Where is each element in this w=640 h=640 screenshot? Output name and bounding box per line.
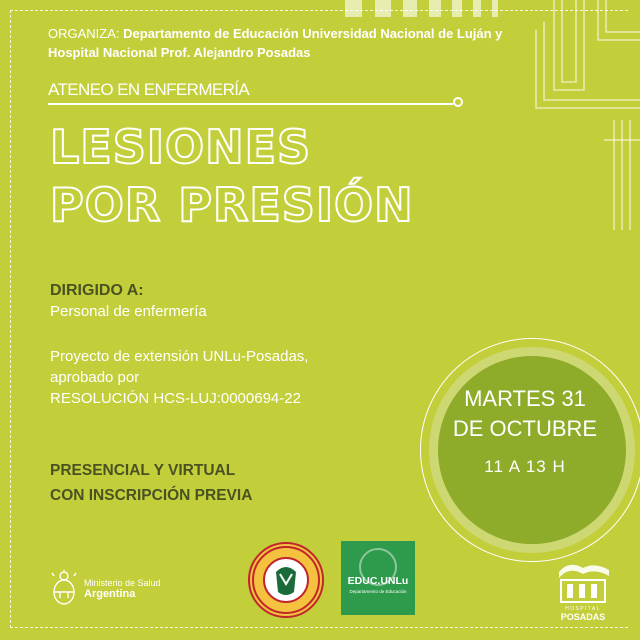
deco-bar — [429, 0, 441, 17]
hospital-building-icon — [555, 562, 611, 604]
deco-bar — [492, 0, 498, 17]
argentina-shield-icon — [50, 570, 78, 606]
project-line-2: aprobado por — [50, 369, 140, 386]
series-dot — [453, 97, 463, 107]
deco-bar — [345, 0, 362, 17]
educ-unlu-logo — [341, 541, 415, 615]
modality-line-1: PRESENCIAL Y VIRTUAL — [50, 462, 236, 479]
hospital-posadas-logo — [555, 562, 611, 622]
audience-heading: DIRIGIDO A: — [50, 282, 144, 299]
project-line-1: Proyecto de extensión UNLu-Posadas, — [50, 348, 309, 365]
audience-value: Personal de enfermería — [50, 303, 207, 320]
date-circle — [438, 356, 626, 544]
posadas-line-1: HOSPITAL — [565, 606, 601, 612]
event-title — [50, 118, 490, 234]
event-time: 11 A 13 H — [484, 457, 566, 476]
organizer-names: Departamento de Educación Universidad Nacional de Luján y Hospital Nacional Prof. Alejandro Posadas — [48, 26, 503, 60]
organizer-text — [48, 24, 518, 62]
unlu-seal-logo — [248, 542, 324, 618]
project-line-3: RESOLUCIÓN HCS-LUJ:0000694-22 — [50, 390, 301, 407]
ministerio-line-2: Argentina — [84, 588, 136, 600]
decorative-line-pattern — [514, 0, 640, 230]
deco-bar — [403, 0, 417, 17]
modality-info — [50, 458, 252, 508]
organizer-label: ORGANIZA: — [48, 26, 120, 41]
project-info — [50, 346, 380, 409]
ministerio-line-1: Ministerio de Salud — [84, 578, 161, 588]
deco-bar — [452, 0, 462, 17]
deco-bar — [473, 0, 481, 17]
unlu-seal-graphic — [250, 544, 322, 616]
modality-line-2: CON INSCRIPCIÓN PREVIA — [50, 487, 253, 504]
title-line-1: LESIONES — [50, 120, 312, 174]
event-series: ATENEO EN ENFERMERÍA — [48, 80, 250, 99]
date-month: DE OCTUBRE — [452, 416, 598, 441]
educ-subtitle: Departamento de Educación — [349, 589, 407, 594]
educ-name: EDUC.UNLu — [347, 575, 409, 587]
title-line-2: POR PRESIÓN — [50, 178, 414, 232]
series-underline — [48, 103, 453, 105]
deco-bar — [375, 0, 391, 17]
ministerio-salud-logo — [50, 570, 161, 611]
posadas-line-2: POSADAS — [560, 612, 606, 622]
date-weekday: MARTES 31 — [464, 386, 586, 411]
